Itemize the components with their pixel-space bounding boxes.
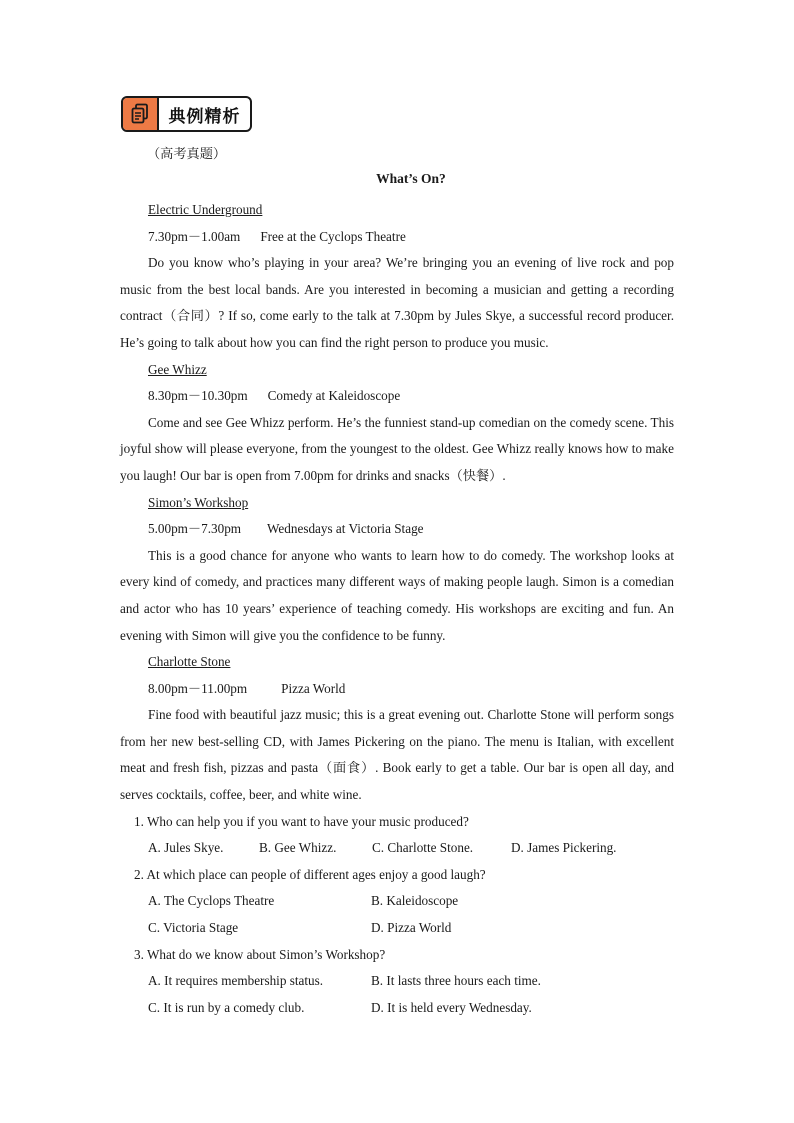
option-b: B. Kaleidoscope: [371, 893, 459, 909]
event-description: Fine food with beautiful jazz music; this is a great evening out. Charlotte Stone will perform songs from her new best-selling CD, with James Pickering on the piano. The menu is Italian, with excellent meat and fresh fish, pizzas and pasta（面食）. Book early to get a table. Our bar is open all day, and serves cocktails, coffee, beer, and white wine.: [120, 707, 674, 803]
option-a: A. Jules Skye.: [148, 840, 224, 856]
document-icon: [123, 98, 159, 130]
question-2: [120, 862, 674, 942]
option-c: C. It is run by a comedy club.: [148, 999, 305, 1015]
event-description: Come and see Gee Whizz perform. He’s the funniest stand-up comedian on the comedy scene. This joyful show will please everyone, from the youngest to the oldest. Gee Whizz really knows how to make you laugh! Our bar is open from 7.00pm for drinks and snacks（快餐）.: [120, 414, 674, 483]
option-c: C. Charlotte Stone.: [372, 840, 474, 856]
option-a: A. The Cyclops Theatre: [148, 893, 275, 909]
option-d: D. It is held every Wednesday.: [371, 999, 532, 1015]
event-charlotte-stone: [120, 649, 674, 809]
question-stem: 2. At which place can people of different ages enjoy a good laugh?: [134, 866, 486, 882]
option-a: A. It requires membership status.: [148, 973, 324, 989]
option-d: D. Pizza World: [371, 920, 452, 936]
source-note: （高考真题）: [147, 146, 227, 161]
event-place: Comedy at Kaleidoscope: [267, 388, 401, 404]
question-options: [120, 968, 674, 995]
event-name: Simon’s Workshop: [148, 494, 249, 510]
option-b: B. It lasts three hours each time.: [371, 973, 541, 989]
passage-title: What’s On?: [376, 171, 446, 186]
option-b: B. Gee Whizz.: [259, 840, 337, 856]
question-3: [120, 942, 674, 1022]
event-time: 7.30pm－1.00am: [148, 228, 241, 244]
event-description: This is a good chance for anyone who wants to learn how to do comedy. The workshop looks at every kind of comedy, and practices many different ways of making people laugh. Simon is a comedian and actor who has 10 years’ experience of teaching comedy. His workshops are exciting and fun. An evening with Simon will give you the confidence to be funny.: [120, 547, 674, 643]
event-time: 8.30pm－10.30pm: [148, 388, 248, 404]
section-header-label: 典例精析: [168, 106, 241, 127]
question-stem: 3. What do we know about Simon’s Workshop?: [134, 946, 386, 962]
question-options: [120, 835, 674, 862]
event-name: Gee Whizz: [148, 361, 207, 377]
question-options: [120, 995, 674, 1022]
event-place: Wednesdays at Victoria Stage: [267, 521, 424, 537]
event-electric-underground: [120, 197, 674, 357]
event-description: Do you know who’s playing in your area? We’re bringing you an evening of live rock and pop music from the best local bands. Are you interested in becoming a musician and getting a recording contract（合同）? If so, come early to the talk at 7.30pm by Jules Skye, a successful record producer. He’s going to talk about how you can find the right person to produce you music.: [120, 255, 674, 350]
question-options: [120, 888, 674, 915]
passage-content: [120, 197, 674, 1021]
question-options: [120, 915, 674, 942]
option-c: C. Victoria Stage: [148, 920, 239, 936]
section-header-badge: [121, 96, 252, 132]
event-name: Electric Underground: [148, 202, 263, 217]
question-1: [120, 809, 674, 862]
option-d: D. James Pickering.: [511, 840, 617, 856]
event-gee-whizz: [120, 357, 674, 490]
event-time: 8.00pm－11.00pm: [148, 680, 248, 696]
event-place: Pizza World: [281, 680, 346, 696]
event-place: Free at the Cyclops Theatre: [260, 228, 406, 244]
question-stem: 1. Who can help you if you want to have your music produced?: [134, 813, 469, 829]
event-time: 5.00pm－7.30pm: [148, 521, 242, 537]
event-name: Charlotte Stone: [148, 654, 231, 670]
event-simons-workshop: [120, 490, 674, 650]
